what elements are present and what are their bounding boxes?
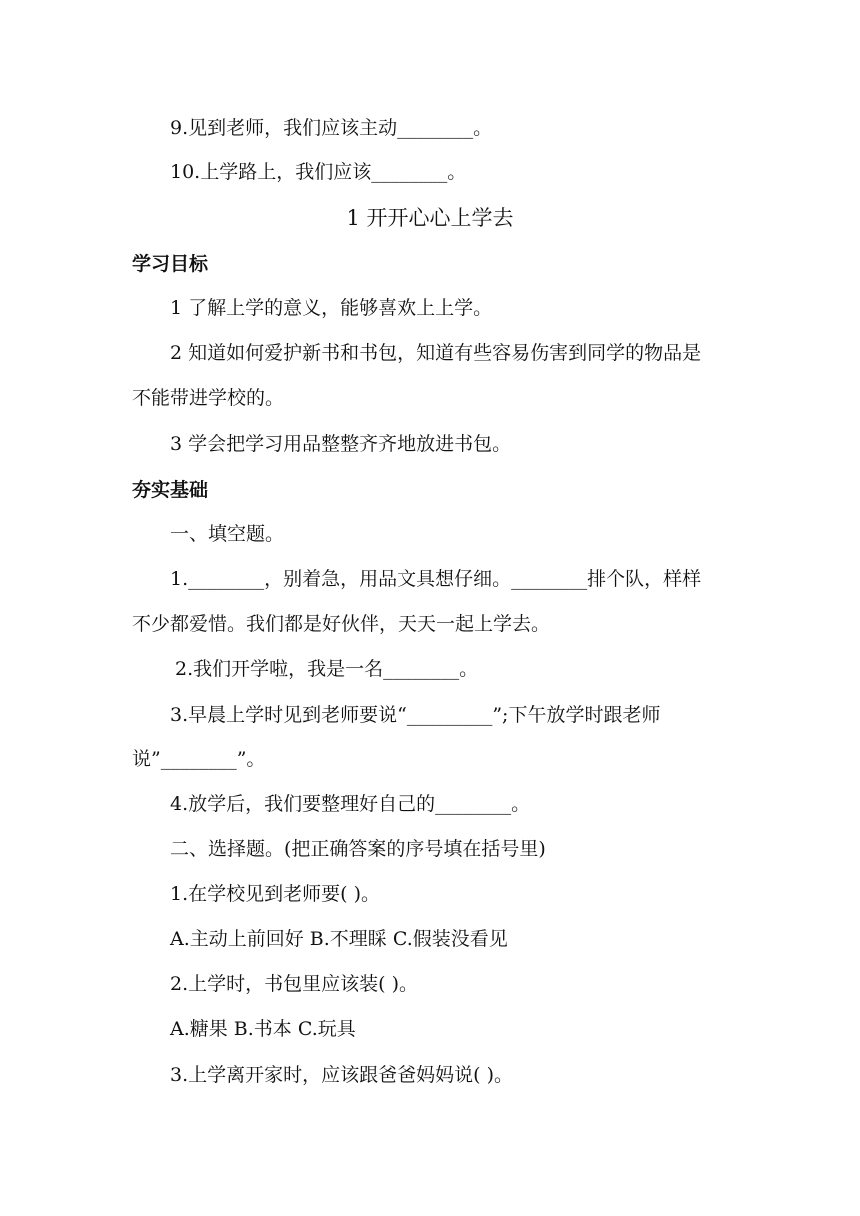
goal-2-line-2: 不能带进学校的。 [132, 387, 285, 409]
fill-3-line-2: 说”________”。 [132, 748, 266, 770]
choice-3: 3.上学离开家时，应该跟爸爸妈妈说( )。 [170, 1064, 513, 1086]
fill-2: 2.我们开学啦，我是一名________。 [175, 658, 479, 680]
choice-1-options: A.主动上前回好 B.不理睬 C.假装没看见 [170, 928, 508, 950]
fill-1-line-2: 不少都爱惜。我们都是好伙伴，天天一起上学去。 [132, 613, 551, 635]
question-9: 9.见到老师，我们应该主动________。 [170, 117, 493, 139]
lesson-title: 1 开开心心上学去 [346, 206, 514, 230]
choice-2: 2.上学时，书包里应该装( )。 [170, 973, 418, 995]
fill-3-line-1: 3.早晨上学时见到老师要说“_________”;下午放学时跟老师 [170, 704, 661, 726]
section-fill-blank: 一、填空题。 [170, 523, 285, 545]
goal-3: 3 学会把学习用品整整齐齐地放进书包。 [170, 433, 512, 455]
fill-1-line-1: 1.________，别着急，用品文具想仔细。________排个队，样样 [170, 568, 702, 590]
question-10: 10.上学路上，我们应该________。 [170, 161, 467, 183]
basics-heading: 夯实基础 [132, 479, 209, 501]
choice-1: 1.在学校见到老师要( )。 [170, 883, 380, 905]
goal-2-line-1: 2 知道如何爱护新书和书包，知道有些容易伤害到同学的物品是 [170, 342, 702, 364]
section-choice: 二、选择题。(把正确答案的序号填在括号里) [170, 838, 546, 860]
goal-1: 1 了解上学的意义，能够喜欢上上学。 [170, 297, 493, 319]
goals-heading: 学习目标 [132, 253, 209, 275]
choice-2-options: A.糖果 B.书本 C.玩具 [170, 1018, 356, 1040]
fill-4: 4.放学后，我们要整理好自己的________。 [170, 793, 531, 815]
